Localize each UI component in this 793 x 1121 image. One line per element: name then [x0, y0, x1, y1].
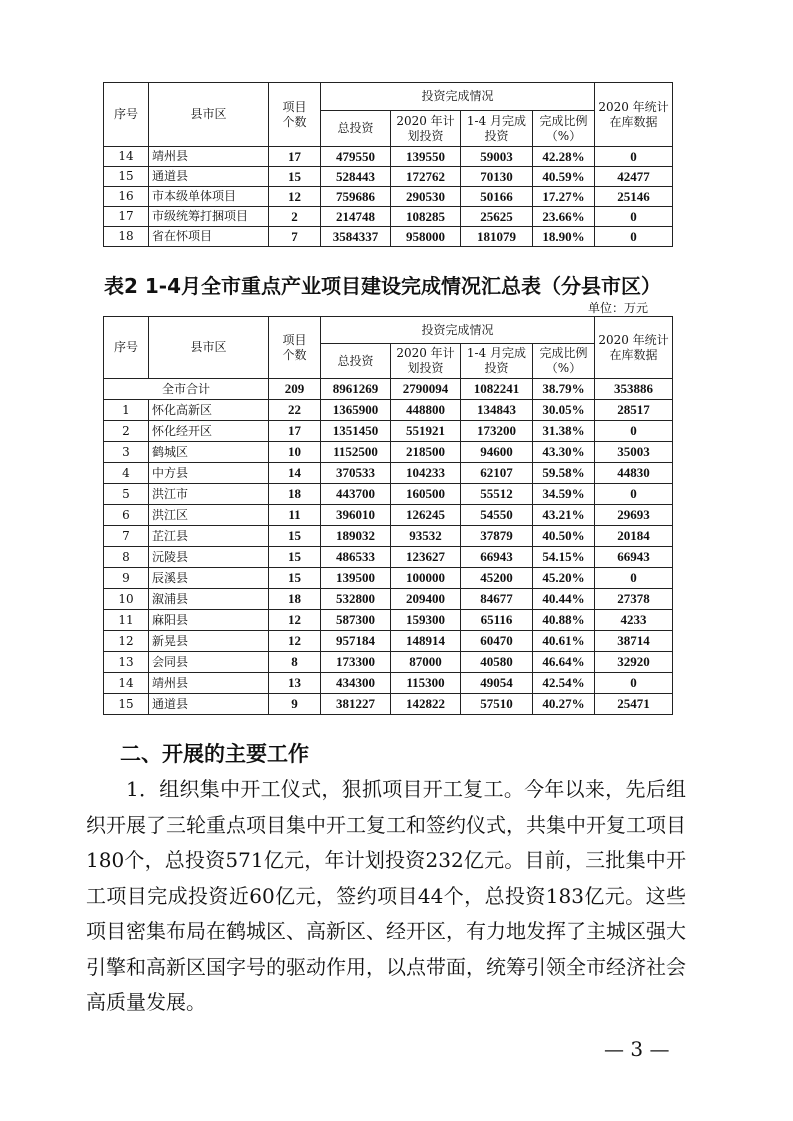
table-row	[104, 167, 673, 187]
cell-stat: 29693	[595, 505, 673, 526]
cell-total: 1365900	[321, 400, 391, 421]
cell-seq: 8	[104, 547, 149, 568]
cell-ratio: 43.21%	[533, 505, 595, 526]
cell-name: 靖州县	[149, 673, 269, 694]
cell-count: 7	[269, 227, 321, 247]
cell-stat: 28517	[595, 400, 673, 421]
cell-ratio: 40.61%	[533, 631, 595, 652]
table-row	[104, 400, 673, 421]
cell-ratio: 45.20%	[533, 568, 595, 589]
cell-count: 17	[269, 147, 321, 167]
cell-seq: 14	[104, 147, 149, 167]
cell-name: 洪江市	[149, 484, 269, 505]
cell-done: 50166	[461, 187, 533, 207]
cell-name: 洪江区	[149, 505, 269, 526]
cell-ratio: 43.30%	[533, 442, 595, 463]
total-ratio: 38.79%	[533, 379, 595, 400]
cell-name: 怀化高新区	[149, 400, 269, 421]
cell-seq: 13	[104, 652, 149, 673]
table-row	[104, 589, 673, 610]
header-county: 县市区	[149, 317, 269, 379]
cell-stat: 0	[595, 484, 673, 505]
table-2-unit: 单位：万元	[588, 301, 649, 315]
cell-seq: 7	[104, 526, 149, 547]
total-done: 1082241	[461, 379, 533, 400]
header-seq: 序号	[104, 317, 149, 379]
cell-total: 173300	[321, 652, 391, 673]
cell-name: 会同县	[149, 652, 269, 673]
cell-total: 3584337	[321, 227, 391, 247]
cell-name: 市本级单体项目	[149, 187, 269, 207]
table-row	[104, 207, 673, 227]
cell-done: 66943	[461, 547, 533, 568]
cell-count: 15	[269, 568, 321, 589]
header-county: 县市区	[149, 83, 269, 147]
cell-total: 1152500	[321, 442, 391, 463]
header-stat: 2020 年统计 在库数据	[595, 317, 673, 379]
cell-plan: 87000	[391, 652, 461, 673]
cell-ratio: 54.15%	[533, 547, 595, 568]
cell-stat: 32920	[595, 652, 673, 673]
cell-total: 1351450	[321, 421, 391, 442]
cell-seq: 1	[104, 400, 149, 421]
cell-name: 辰溪县	[149, 568, 269, 589]
cell-seq: 18	[104, 227, 149, 247]
cell-plan: 126245	[391, 505, 461, 526]
cell-done: 59003	[461, 147, 533, 167]
total-plan: 2790094	[391, 379, 461, 400]
cell-plan: 159300	[391, 610, 461, 631]
cell-count: 12	[269, 187, 321, 207]
cell-stat: 4233	[595, 610, 673, 631]
header-plan: 2020 年计 划投资	[391, 344, 461, 379]
cell-stat: 0	[595, 568, 673, 589]
header-invest-group: 投资完成情况	[321, 83, 595, 111]
cell-count: 11	[269, 505, 321, 526]
section-paragraph	[86, 772, 686, 1021]
header-stat: 2020 年统计 在库数据	[595, 83, 673, 147]
header-ratio: 完成比例 （%）	[533, 344, 595, 379]
cell-seq: 3	[104, 442, 149, 463]
cell-seq: 5	[104, 484, 149, 505]
cell-seq: 16	[104, 187, 149, 207]
cell-name: 新晃县	[149, 631, 269, 652]
cell-plan: 148914	[391, 631, 461, 652]
cell-done: 65116	[461, 610, 533, 631]
cell-stat: 44830	[595, 463, 673, 484]
header-plan: 2020 年计 划投资	[391, 111, 461, 147]
table-row	[104, 631, 673, 652]
cell-count: 18	[269, 589, 321, 610]
header-done: 1-4 月完成 投资	[461, 344, 533, 379]
cell-seq: 10	[104, 589, 149, 610]
cell-count: 18	[269, 484, 321, 505]
cell-ratio: 42.28%	[533, 147, 595, 167]
cell-count: 15	[269, 547, 321, 568]
cell-plan: 218500	[391, 442, 461, 463]
cell-total: 381227	[321, 694, 391, 715]
table-2-title: 表2 1-4月全市重点产业项目建设完成情况汇总表（分县市区）	[104, 274, 662, 298]
cell-stat: 66943	[595, 547, 673, 568]
page-number: — 3 —	[604, 1037, 670, 1061]
cell-done: 84677	[461, 589, 533, 610]
cell-name: 中方县	[149, 463, 269, 484]
cell-stat: 27378	[595, 589, 673, 610]
cell-name: 通道县	[149, 167, 269, 187]
cell-name: 靖州县	[149, 147, 269, 167]
cell-count: 15	[269, 526, 321, 547]
cell-stat: 0	[595, 673, 673, 694]
cell-done: 181079	[461, 227, 533, 247]
cell-seq: 15	[104, 694, 149, 715]
cell-plan: 104233	[391, 463, 461, 484]
cell-stat: 35003	[595, 442, 673, 463]
cell-done: 94600	[461, 442, 533, 463]
cell-stat: 20184	[595, 526, 673, 547]
cell-done: 40580	[461, 652, 533, 673]
total-total: 8961269	[321, 379, 391, 400]
table-row	[104, 147, 673, 167]
cell-plan: 115300	[391, 673, 461, 694]
cell-stat: 0	[595, 207, 673, 227]
cell-seq: 11	[104, 610, 149, 631]
cell-count: 17	[269, 421, 321, 442]
cell-seq: 9	[104, 568, 149, 589]
cell-plan: 551921	[391, 421, 461, 442]
header-ratio: 完成比例 （%）	[533, 111, 595, 147]
cell-count: 12	[269, 610, 321, 631]
cell-name: 怀化经开区	[149, 421, 269, 442]
cell-ratio: 40.50%	[533, 526, 595, 547]
cell-name: 省在怀项目	[149, 227, 269, 247]
cell-stat: 0	[595, 421, 673, 442]
section-heading: 二、开展的主要工作	[120, 742, 309, 766]
cell-plan: 160500	[391, 484, 461, 505]
table-row	[104, 505, 673, 526]
cell-plan: 139550	[391, 147, 461, 167]
cell-total: 139500	[321, 568, 391, 589]
cell-plan: 209400	[391, 589, 461, 610]
cell-ratio: 40.27%	[533, 694, 595, 715]
cell-name: 沅陵县	[149, 547, 269, 568]
header-seq: 序号	[104, 83, 149, 147]
table-row	[104, 526, 673, 547]
cell-total: 528443	[321, 167, 391, 187]
cell-done: 54550	[461, 505, 533, 526]
cell-name: 市级统筹打捆项目	[149, 207, 269, 227]
cell-done: 173200	[461, 421, 533, 442]
header-done: 1-4 月完成 投资	[461, 111, 533, 147]
cell-seq: 14	[104, 673, 149, 694]
cell-stat: 25146	[595, 187, 673, 207]
cell-ratio: 40.88%	[533, 610, 595, 631]
cell-total: 434300	[321, 673, 391, 694]
cell-ratio: 34.59%	[533, 484, 595, 505]
paragraph-text: 1．组织集中开工仪式，狠抓项目开工复工。今年以来，先后组织开展了三轮重点项目集中开工复工和签约仪式，共集中开复工项目180个，总投资571亿元，年计划投资232亿元。目前，三批集中开工项目完成投资近60亿元，签约项目44个，总投资183亿元。这些项目密集布局在鹤城区、高新区、经开区，有力地发挥了主城区强大引擎和高新区国字号的驱动作用，以点带面，统筹引领全市经济社会高质量发展。	[86, 777, 686, 1014]
cell-name: 通道县	[149, 694, 269, 715]
cell-total: 759686	[321, 187, 391, 207]
cell-done: 62107	[461, 463, 533, 484]
cell-seq: 2	[104, 421, 149, 442]
cell-seq: 17	[104, 207, 149, 227]
header-total: 总投资	[321, 344, 391, 379]
cell-done: 45200	[461, 568, 533, 589]
cell-count: 22	[269, 400, 321, 421]
table-row	[104, 652, 673, 673]
cell-count: 10	[269, 442, 321, 463]
cell-total: 443700	[321, 484, 391, 505]
total-label: 全市合计	[104, 379, 269, 400]
table-row	[104, 421, 673, 442]
table-row	[104, 484, 673, 505]
header-projects: 项目 个数	[269, 83, 321, 147]
cell-ratio: 46.64%	[533, 652, 595, 673]
cell-stat: 25471	[595, 694, 673, 715]
table-2	[103, 316, 673, 715]
cell-ratio: 40.44%	[533, 589, 595, 610]
cell-ratio: 30.05%	[533, 400, 595, 421]
cell-ratio: 23.66%	[533, 207, 595, 227]
header-total: 总投资	[321, 111, 391, 147]
cell-total: 189032	[321, 526, 391, 547]
table-row	[104, 694, 673, 715]
cell-plan: 290530	[391, 187, 461, 207]
cell-stat: 0	[595, 227, 673, 247]
table-row	[104, 463, 673, 484]
cell-count: 15	[269, 167, 321, 187]
cell-count: 12	[269, 631, 321, 652]
cell-ratio: 31.38%	[533, 421, 595, 442]
cell-count: 13	[269, 673, 321, 694]
table-row	[104, 673, 673, 694]
cell-total: 587300	[321, 610, 391, 631]
cell-ratio: 17.27%	[533, 187, 595, 207]
table-row	[104, 442, 673, 463]
cell-done: 55512	[461, 484, 533, 505]
cell-name: 溆浦县	[149, 589, 269, 610]
cell-seq: 6	[104, 505, 149, 526]
cell-total: 957184	[321, 631, 391, 652]
cell-plan: 93532	[391, 526, 461, 547]
cell-seq: 4	[104, 463, 149, 484]
cell-total: 479550	[321, 147, 391, 167]
cell-total: 214748	[321, 207, 391, 227]
cell-total: 396010	[321, 505, 391, 526]
cell-done: 49054	[461, 673, 533, 694]
table-row	[104, 568, 673, 589]
cell-plan: 958000	[391, 227, 461, 247]
cell-done: 25625	[461, 207, 533, 227]
cell-plan: 108285	[391, 207, 461, 227]
cell-done: 70130	[461, 167, 533, 187]
cell-name: 鹤城区	[149, 442, 269, 463]
cell-ratio: 40.59%	[533, 167, 595, 187]
cell-ratio: 42.54%	[533, 673, 595, 694]
table-row	[104, 227, 673, 247]
cell-plan: 100000	[391, 568, 461, 589]
table-row-total	[104, 379, 673, 400]
total-count: 209	[269, 379, 321, 400]
cell-count: 14	[269, 463, 321, 484]
cell-total: 486533	[321, 547, 391, 568]
cell-name: 芷江县	[149, 526, 269, 547]
cell-total: 370533	[321, 463, 391, 484]
cell-done: 37879	[461, 526, 533, 547]
header-projects: 项目 个数	[269, 317, 321, 379]
cell-done: 57510	[461, 694, 533, 715]
cell-done: 134843	[461, 400, 533, 421]
table-1-continuation	[103, 82, 673, 247]
cell-ratio: 59.58%	[533, 463, 595, 484]
cell-plan: 172762	[391, 167, 461, 187]
cell-stat: 38714	[595, 631, 673, 652]
cell-count: 9	[269, 694, 321, 715]
table-row	[104, 187, 673, 207]
cell-count: 8	[269, 652, 321, 673]
cell-plan: 448800	[391, 400, 461, 421]
cell-ratio: 18.90%	[533, 227, 595, 247]
cell-plan: 123627	[391, 547, 461, 568]
cell-name: 麻阳县	[149, 610, 269, 631]
cell-stat: 0	[595, 147, 673, 167]
cell-stat: 42477	[595, 167, 673, 187]
cell-done: 60470	[461, 631, 533, 652]
table-row	[104, 610, 673, 631]
header-invest-group: 投资完成情况	[321, 317, 595, 344]
cell-plan: 142822	[391, 694, 461, 715]
total-stat: 353886	[595, 379, 673, 400]
cell-total: 532800	[321, 589, 391, 610]
cell-seq: 12	[104, 631, 149, 652]
cell-seq: 15	[104, 167, 149, 187]
table-row	[104, 547, 673, 568]
cell-count: 2	[269, 207, 321, 227]
